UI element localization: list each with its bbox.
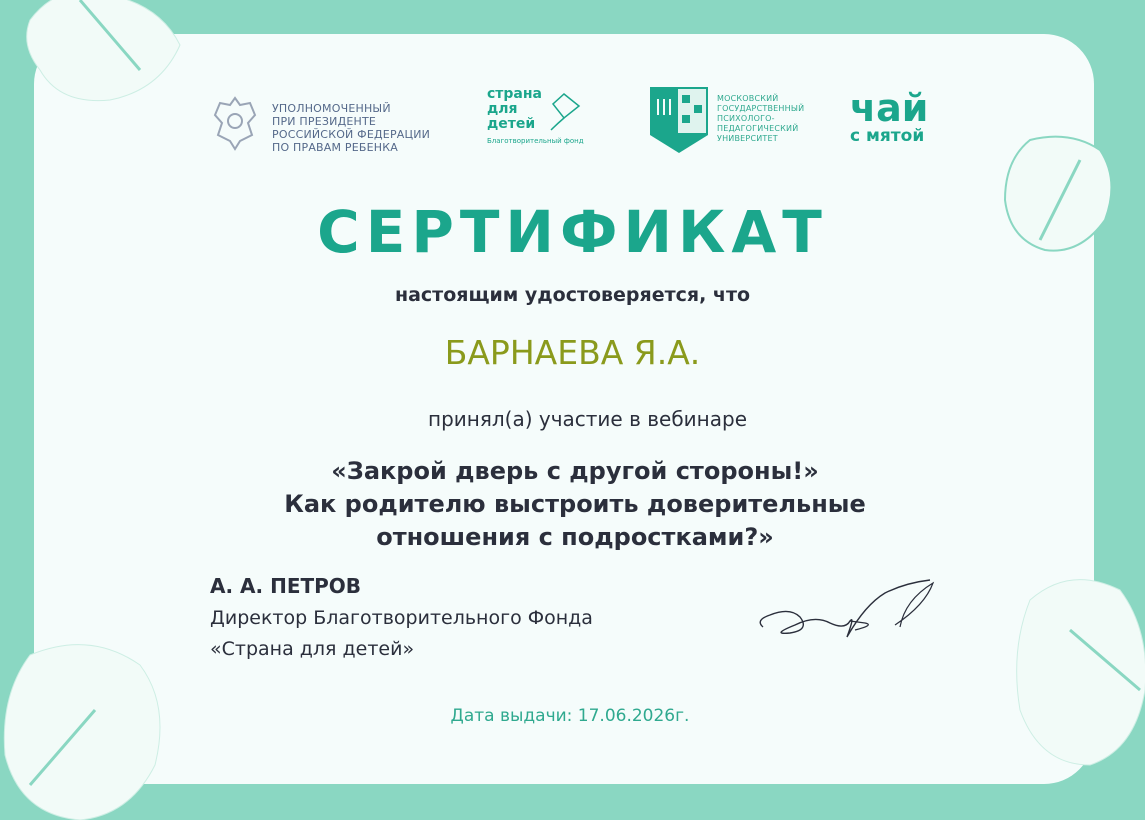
webinar-title-line: отношения с подростками?»: [376, 523, 774, 551]
recipient-name: БАРНАЕВА Я.А.: [444, 333, 701, 372]
foundation-line: страна: [487, 86, 543, 102]
foundation-line: для: [487, 101, 518, 117]
university-line: УНИВЕРСИТЕТ: [717, 134, 778, 143]
leaf-right-bottom-icon: [1010, 570, 1145, 770]
foundation-line: детей: [487, 116, 536, 132]
signer-title-line: Директор Благотворительного Фонда: [210, 607, 593, 629]
webinar-title-line: «Закрой дверь с другой стороны!»: [331, 457, 819, 485]
certify-text: настоящим удостоверяется, что: [394, 284, 751, 306]
university-emblem-icon: [648, 85, 710, 155]
tea-logo: [850, 86, 950, 159]
signer-title: [210, 603, 593, 665]
participation-text: принял(а) участие в вебинаре: [428, 407, 747, 431]
ombudsman-line: ПРИ ПРЕЗИДЕНТЕ: [272, 115, 377, 128]
coat-of-arms-icon: [210, 93, 260, 153]
issue-date: Дата выдачи: 17.06.2026г.: [450, 706, 690, 726]
partner-logos: [0, 85, 1145, 165]
university-logo: [648, 85, 818, 157]
ombudsman-logo: [210, 93, 450, 153]
university-line: ПЕДАГОГИЧЕСКИЙ: [717, 124, 799, 133]
leaf-bottom-left-icon: [0, 635, 170, 820]
webinar-title-line: Как родителю выстроить доверительные: [284, 490, 866, 518]
kite-icon: [547, 92, 581, 132]
tea-line2: с мятой: [850, 126, 925, 146]
signer-title-line: «Страна для детей»: [210, 638, 415, 660]
foundation-logo: [487, 87, 607, 157]
ombudsman-line: ПО ПРАВАМ РЕБЕНКА: [272, 141, 399, 154]
signer-name: А. А. ПЕТРОВ: [210, 574, 362, 598]
university-line: МОСКОВСКИЙ: [717, 94, 779, 103]
university-line: ГОСУДАРСТВЕННЫЙ: [717, 104, 805, 113]
signature-image: [755, 575, 940, 650]
ombudsman-line: УПОЛНОМОЧЕННЫЙ: [272, 102, 391, 115]
ombudsman-line: РОССИЙСКОЙ ФЕДЕРАЦИИ: [272, 128, 431, 141]
webinar-title: [0, 455, 1145, 554]
tea-line1: чай: [850, 86, 929, 130]
foundation-subtitle: Благотворительный фонд: [487, 137, 584, 145]
certificate-title: СЕРТИФИКАТ: [317, 198, 828, 266]
university-line: ПСИХОЛОГО-: [717, 114, 775, 123]
